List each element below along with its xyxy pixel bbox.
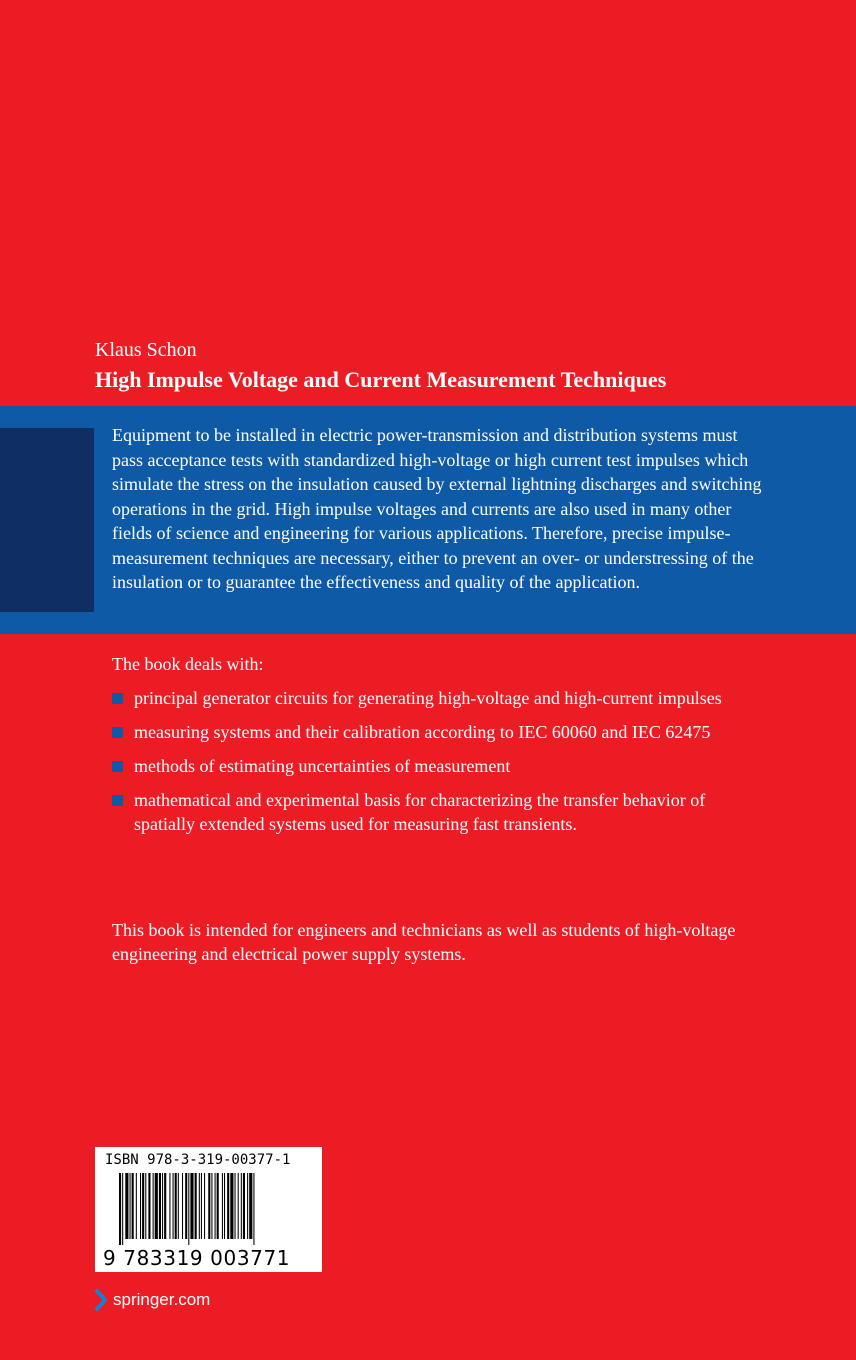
barcode-bar <box>153 1173 154 1239</box>
barcode-bar <box>119 1173 121 1245</box>
barcode-bar <box>238 1173 239 1239</box>
barcode-bar <box>249 1173 252 1239</box>
publisher-website: springer.com <box>113 1290 211 1309</box>
list-item-text: methods of estimating uncertainties of measurement <box>134 756 511 776</box>
barcode-bar <box>195 1173 197 1239</box>
square-bullet-icon <box>112 727 123 738</box>
list-item-text: principal generator circuits for generating high-voltage and high-current impulses <box>134 688 722 708</box>
barcode-bar <box>125 1173 128 1239</box>
barcode-bar <box>253 1173 254 1245</box>
author-name: Klaus Schon <box>95 339 197 361</box>
barcode-bar <box>175 1173 177 1239</box>
barcode-bar <box>217 1173 219 1239</box>
list-item-text: measuring systems and their calibration according to IEC 60060 and IEC 62475 <box>134 722 711 742</box>
audience-text: This book is intended for engineers and technicians as well as students of high-voltage engineering and electrical power supply systems. <box>112 920 736 964</box>
barcode-bar <box>247 1173 248 1239</box>
deals-intro: The book deals with: <box>112 654 264 674</box>
square-bullet-icon <box>112 795 123 806</box>
barcode-bar <box>173 1173 174 1239</box>
ean-digits: 9 783319 003771 <box>103 1246 291 1270</box>
barcode-bar <box>201 1173 202 1239</box>
barcode-bar <box>169 1173 170 1239</box>
barcode-bar <box>148 1173 150 1239</box>
barcode-bar <box>182 1173 183 1239</box>
summary-text: Equipment to be installed in electric power-transmission and distribution systems must pass acceptance tests with standardized high-voltage or high current test impulses which simulate the stress on the insulation caused by external lightning discharges and switching operations in the grid. High impulse voltages and currents are also used in many other fields of science and engineering for various applications. Therefore, precise impulse-measurement techniques are necessary, either to prevent an over- or understressing of the insulation or to guarantee the effectiveness and quality of the application. <box>112 425 762 592</box>
deals-list <box>112 686 762 846</box>
list-item <box>112 686 762 710</box>
chevron-right-icon <box>95 1289 107 1311</box>
barcode-bar <box>140 1173 141 1239</box>
barcode-bar <box>199 1173 200 1239</box>
barcode-bar <box>230 1173 233 1239</box>
barcode-block <box>95 1147 322 1272</box>
barcode-bar <box>159 1173 161 1239</box>
publisher-link[interactable] <box>95 1288 210 1312</box>
barcode-bar <box>122 1173 123 1245</box>
barcode-bar <box>241 1173 242 1239</box>
square-bullet-icon <box>112 693 123 704</box>
summary-band-tab <box>0 428 94 612</box>
list-item <box>112 788 762 836</box>
list-item <box>112 720 762 744</box>
barcode-bar <box>132 1173 134 1239</box>
barcode-bar <box>211 1173 212 1239</box>
barcode-bar <box>145 1173 146 1239</box>
list-item-text: mathematical and experimental basis for characterizing the transfer behavior of spatially extended systems used for measuring fast transients. <box>134 790 706 834</box>
barcode-bar <box>243 1173 245 1239</box>
barcode-bar <box>190 1173 193 1239</box>
barcode-bar <box>136 1173 137 1239</box>
barcode-bar <box>215 1173 216 1239</box>
list-item <box>112 754 762 778</box>
barcode-bar <box>227 1173 229 1239</box>
barcode-icon <box>119 1173 299 1245</box>
isbn-label: ISBN 978-3-319-00377-1 <box>105 1152 291 1168</box>
barcode-bar <box>185 1173 187 1239</box>
barcode-bar <box>164 1173 166 1239</box>
book-title: High Impulse Voltage and Current Measurement Techniques <box>95 367 667 392</box>
barcode-bar <box>155 1173 158 1239</box>
barcode-bar <box>162 1173 163 1239</box>
barcode-bar <box>222 1173 223 1239</box>
barcode-bar <box>204 1173 205 1239</box>
square-bullet-icon <box>112 761 123 772</box>
barcode-bar <box>235 1173 236 1239</box>
barcode-bar <box>130 1173 131 1239</box>
barcode-bar <box>142 1173 144 1239</box>
barcode-bar <box>178 1173 179 1239</box>
barcode-bar <box>224 1173 225 1239</box>
barcode-bar <box>188 1173 189 1245</box>
barcode-bar <box>208 1173 210 1239</box>
